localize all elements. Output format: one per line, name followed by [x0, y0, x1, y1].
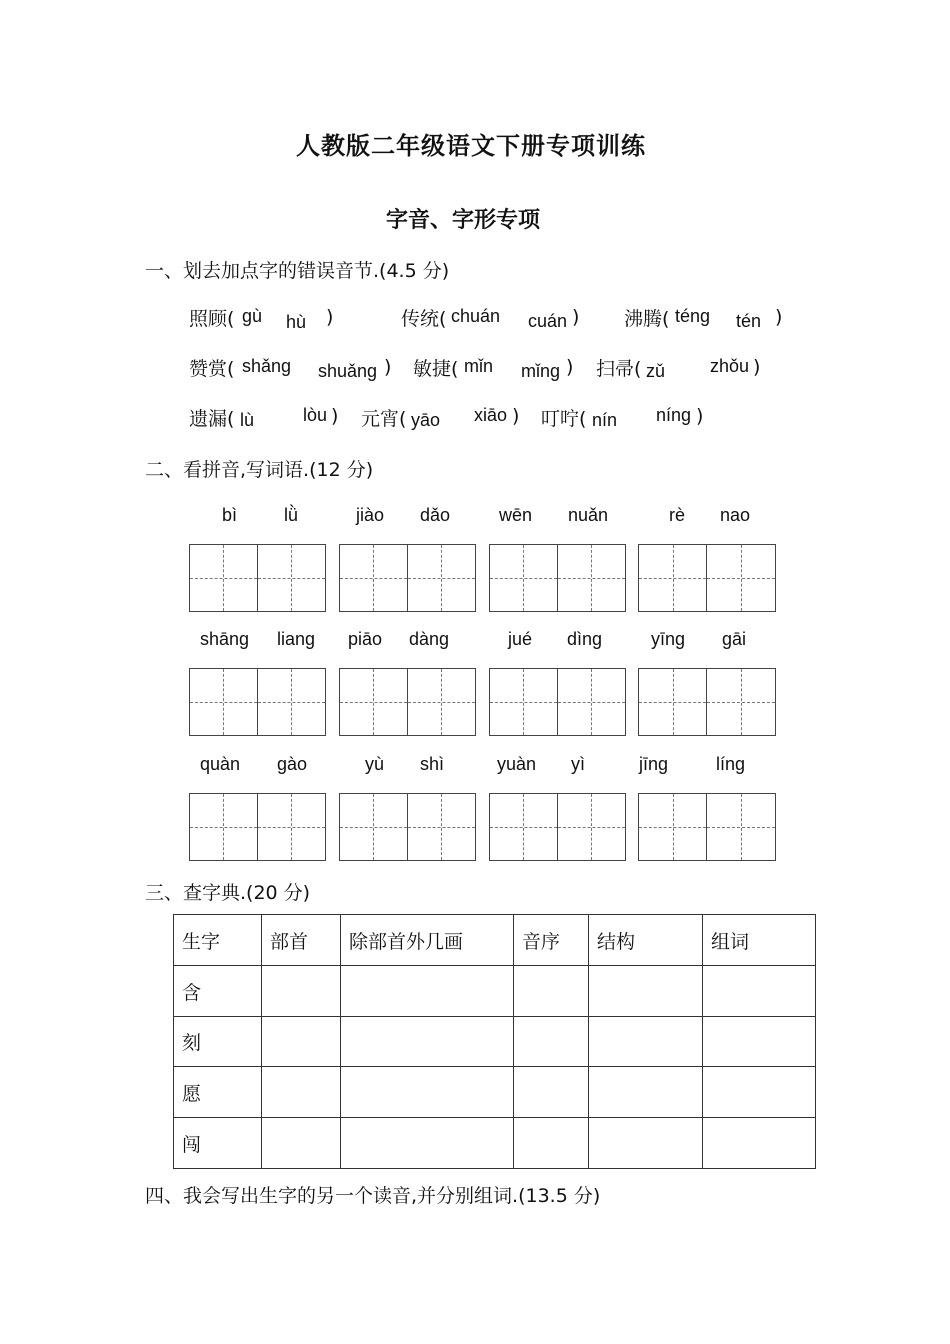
q1-word: 赞赏(: [189, 358, 235, 380]
table-cell[interactable]: [589, 1067, 703, 1118]
table-cell[interactable]: [262, 966, 341, 1017]
dictionary-table: [173, 914, 816, 1169]
table-char: 刻: [174, 1017, 262, 1067]
q1-word: 元宵(: [361, 408, 407, 430]
q2-pinyin: jiào: [356, 505, 385, 525]
q1-word: 遗漏(: [189, 408, 235, 430]
q1-option: chuán: [451, 306, 501, 326]
q1-close: ): [572, 306, 580, 328]
q1-word: 敏捷(: [413, 358, 459, 380]
q1-close: ): [512, 405, 520, 427]
writing-grid[interactable]: [339, 793, 476, 861]
q2-pinyin: nao: [720, 505, 751, 525]
table-cell[interactable]: [589, 1017, 703, 1067]
table-row: [174, 1017, 816, 1067]
table-cell[interactable]: [341, 1017, 514, 1067]
q2-pinyin: bì: [222, 505, 238, 525]
q1-close: ): [775, 306, 783, 328]
q1-close: ): [384, 356, 392, 378]
table-header: 部首: [262, 915, 341, 966]
q1-option: tén: [736, 311, 762, 331]
q1-word: 传统(: [401, 308, 447, 330]
q1-option: yāo: [411, 410, 441, 430]
table-header: 音序: [514, 915, 589, 966]
q2-pinyin: jué: [508, 629, 533, 649]
table-header: 生字: [174, 915, 262, 966]
table-header-row: [174, 915, 816, 966]
q2-pinyin: yù: [365, 754, 385, 774]
q4-heading: 四、我会写出生字的另一个读音,并分别组词.(13.5 分): [145, 1185, 601, 1207]
q1-word: 照顾(: [189, 308, 235, 330]
q2-pinyin: yīng: [651, 629, 686, 649]
q2-pinyin: liang: [277, 629, 316, 649]
q2-pinyin: dǎo: [420, 505, 451, 525]
q1-option: mǐng: [521, 361, 561, 381]
q1-word: 叮咛(: [541, 408, 587, 430]
q1-word: 沸腾(: [624, 308, 670, 330]
q2-heading: 二、看拼音,写词语.(12 分): [145, 459, 374, 481]
page-subtitle: 字音、字形专项: [386, 208, 541, 233]
q2-pinyin: nuǎn: [568, 505, 609, 525]
q1-option: mǐn: [464, 356, 494, 376]
writing-grid[interactable]: [189, 544, 326, 612]
q2-pinyin: yuàn: [497, 754, 537, 774]
q1-option: shuǎng: [318, 361, 378, 381]
q2-pinyin: líng: [716, 754, 746, 774]
q2-pinyin: gào: [277, 754, 308, 774]
writing-grid[interactable]: [638, 668, 776, 736]
q1-option: xiāo: [474, 405, 508, 425]
q1-close: ): [326, 306, 334, 328]
q2-pinyin: jīng: [639, 754, 669, 774]
table-cell[interactable]: [514, 1017, 589, 1067]
q2-pinyin: rè: [669, 505, 686, 525]
writing-grid[interactable]: [189, 793, 326, 861]
q1-option: zǔ: [646, 361, 666, 381]
q1-close: ): [753, 356, 761, 378]
table-cell[interactable]: [703, 1118, 816, 1169]
q1-close: ): [696, 405, 704, 427]
table-header: 除部首外几画: [341, 915, 514, 966]
q1-option: lù: [240, 410, 255, 430]
table-char: 愿: [174, 1067, 262, 1118]
table-cell[interactable]: [514, 1067, 589, 1118]
q1-option: hù: [286, 312, 307, 332]
q1-option: gù: [242, 306, 263, 326]
q1-close: ): [331, 405, 339, 427]
table-char: 闯: [174, 1118, 262, 1169]
writing-grid[interactable]: [638, 793, 776, 861]
q1-option: níng: [656, 405, 692, 425]
table-cell[interactable]: [262, 1017, 341, 1067]
q2-pinyin: quàn: [200, 754, 241, 774]
writing-grid[interactable]: [489, 668, 626, 736]
q2-pinyin: shāng: [200, 629, 250, 649]
q2-pinyin: wēn: [499, 505, 533, 525]
table-cell[interactable]: [341, 1118, 514, 1169]
table-cell[interactable]: [703, 966, 816, 1017]
q1-word: 扫帚(: [596, 358, 642, 380]
writing-grid[interactable]: [489, 793, 626, 861]
table-cell[interactable]: [262, 1067, 341, 1118]
table-header: 结构: [589, 915, 703, 966]
table-cell[interactable]: [262, 1118, 341, 1169]
table-cell[interactable]: [341, 1067, 514, 1118]
table-cell[interactable]: [514, 1118, 589, 1169]
q1-option: zhǒu: [710, 356, 750, 376]
q1-heading: 一、划去加点字的错误音节.(4.5 分): [145, 260, 450, 282]
writing-grid[interactable]: [339, 544, 476, 612]
writing-grid[interactable]: [189, 668, 326, 736]
table-row: [174, 1067, 816, 1118]
q2-pinyin: piāo: [348, 629, 383, 649]
q2-pinyin: dàng: [409, 629, 450, 649]
q1-option: lòu: [303, 405, 328, 425]
q3-heading: 三、查字典.(20 分): [145, 882, 311, 904]
writing-grid[interactable]: [339, 668, 476, 736]
q1-option: shǎng: [242, 356, 292, 376]
q2-pinyin: shì: [420, 754, 445, 774]
page-title: 人教版二年级语文下册专项训练: [296, 132, 646, 160]
table-cell[interactable]: [514, 966, 589, 1017]
q1-option: téng: [675, 306, 711, 326]
q1-close: ): [566, 356, 574, 378]
writing-grid[interactable]: [638, 544, 776, 612]
q2-pinyin: yì: [571, 754, 586, 774]
table-cell[interactable]: [589, 966, 703, 1017]
table-cell[interactable]: [341, 966, 514, 1017]
table-char: 含: [174, 966, 262, 1017]
q1-option: cuán: [528, 311, 568, 331]
q2-pinyin: dìng: [567, 629, 603, 649]
q2-pinyin: lǜ: [284, 505, 299, 525]
q1-option: nín: [592, 410, 618, 430]
table-header: 组词: [703, 915, 816, 966]
table-row: [174, 1118, 816, 1169]
q2-pinyin: gāi: [722, 629, 747, 649]
writing-grid[interactable]: [489, 544, 626, 612]
table-row: [174, 966, 816, 1017]
table-cell[interactable]: [589, 1118, 703, 1169]
table-cell[interactable]: [703, 1017, 816, 1067]
table-cell[interactable]: [703, 1067, 816, 1118]
